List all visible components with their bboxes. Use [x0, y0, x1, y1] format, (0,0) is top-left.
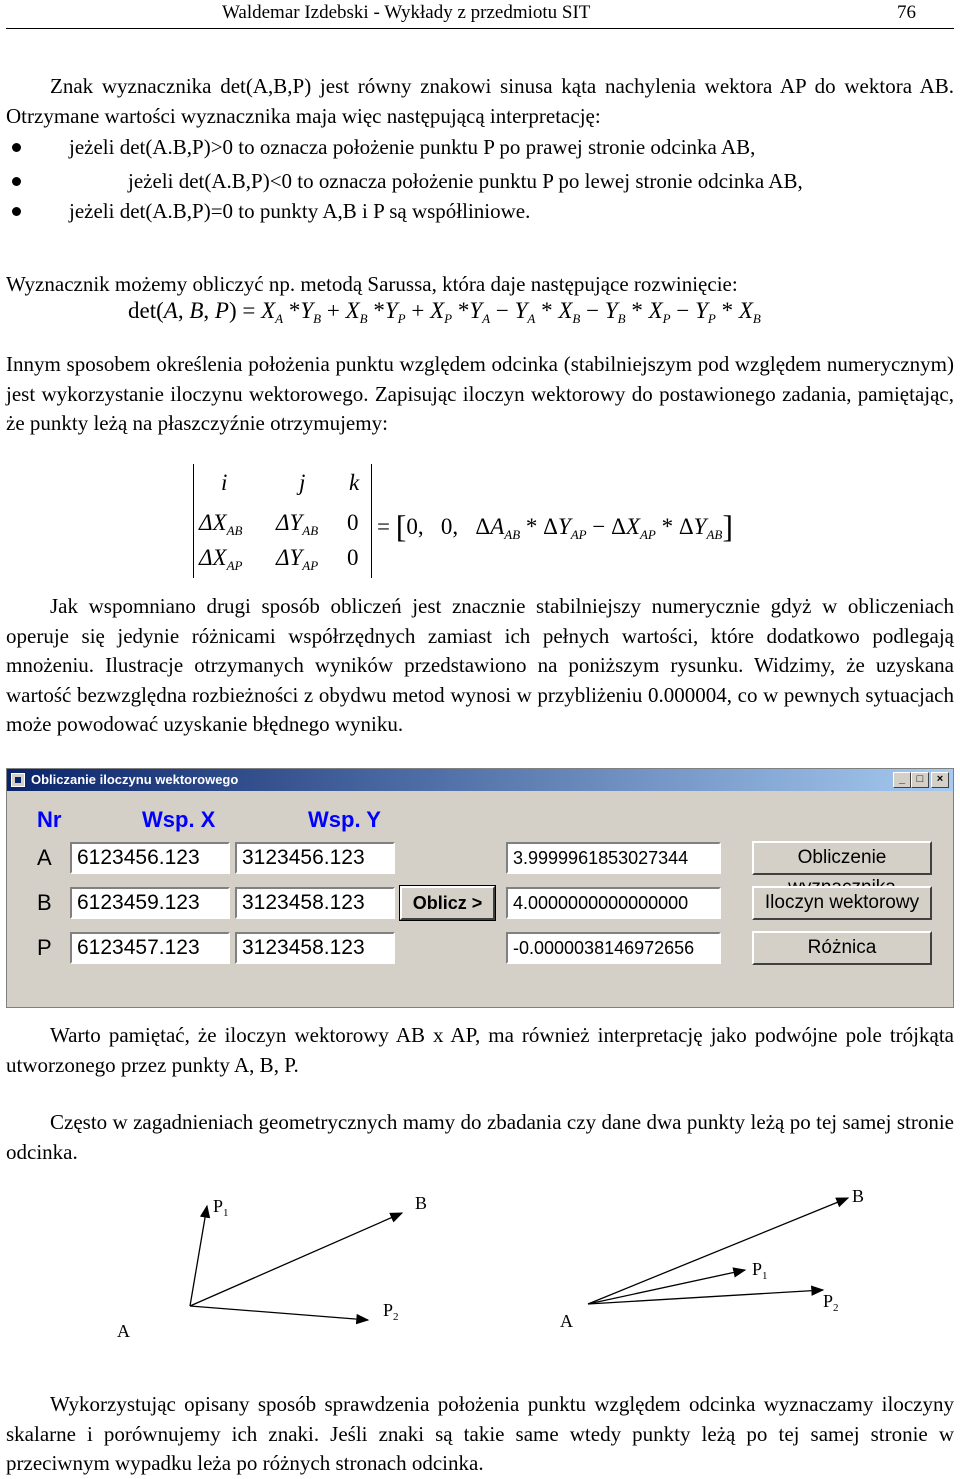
result-vector-product: 4.0000000000000000 — [506, 887, 721, 919]
vector-product-window — [6, 768, 954, 1008]
matrix-bar-left — [193, 464, 194, 578]
vector-paragraph: Innym sposobem określenia położenia punktu względem odcinka (stabilniejszym pod względem numerycznym) jest wykorzystanie iloczynu wektorowego. Zapisując iloczyn wektorowy do postawionego zadania, pamiętając, że punkty leżą na płaszczyźnie otrzymujemy: — [6, 352, 954, 435]
app-icon — [11, 773, 25, 787]
bullet-dot — [12, 177, 21, 186]
header-title: Waldemar Izdebski - Wykłady z przedmiotu SIT — [222, 2, 591, 23]
sarrus-text: Wyznacznik możemy obliczyć np. metodą Sarussa, która daje następujące rozwinięcie: — [6, 272, 738, 296]
row-label-a: A — [37, 845, 52, 870]
header-y: Wsp. Y — [308, 807, 381, 832]
bullet-dot — [12, 207, 21, 216]
left-label-a: A — [117, 1321, 130, 1341]
matrix-dy-ab: $\Delta Y_{AB}$ — [276, 510, 319, 538]
result-determinant: 3.9999961853027344 — [506, 842, 721, 874]
matrix-dx-ap: $\Delta X_{AP}$ — [199, 545, 243, 573]
input-y-p[interactable]: 3123458.123 — [235, 932, 395, 964]
minimize-icon[interactable]: _ — [893, 772, 911, 788]
vector-product-button[interactable]: Iloczyn wektorowy — [752, 886, 932, 920]
left-diagram — [190, 1206, 402, 1320]
window-title: Obliczanie iloczynu wektorowego — [31, 772, 239, 787]
determinant-button[interactable]: Obliczenie — [752, 841, 932, 875]
right-diagram — [588, 1198, 848, 1304]
vector-ab — [190, 1213, 402, 1306]
comparison-paragraph: Jak wspomniano drugi sposób obliczeń jest znacznie stabilniejszy numerycznie gdyż w obliczeniach operuje się jedynie różnicami współrzędnych zamiast ich pełnych wartości, które dodatkowo podlegają mnożeniu. Ilustracje otrzymanych wyników przedstawiono na poniższym rysunku. Widzimy, że uzyskana wartość bezwzględna rozbieżności z obydwu metod wynosi w przybliżeniu 0.000004, co w pewnych sytuacjach może powodować uzyskanie błędnego wyniku. — [6, 594, 954, 736]
matrix-dy-ap: $\Delta Y_{AP}$ — [276, 545, 319, 573]
bullet-item: jeżeli det(A.B,P)<0 to oznacza położenie punktu P po lewej stronie odcinka AB, — [128, 169, 803, 193]
matrix-zero: 0 — [347, 510, 359, 535]
final-paragraph: Wykorzystując opisany sposób sprawdzenia położenia punktu względem odcinka wyznaczamy iloczyny skalarne i porównujemy ich znaki. Jeśli znaki są takie same wtedy punkty leżą po tej samej stronie w przeciwnym wypadku leża po różnych stronach odcinka. — [6, 1392, 954, 1475]
input-y-b[interactable]: 3123458.123 — [235, 887, 395, 919]
matrix-bar-right — [371, 464, 372, 578]
matrix-i: i — [221, 470, 228, 495]
left-label-p2: $P_2$ — [383, 1300, 399, 1323]
matrix-k: k — [349, 470, 360, 495]
header-nr: Nr — [37, 807, 62, 832]
maximize-icon[interactable]: □ — [911, 772, 929, 788]
intro-paragraph: Znak wyznacznika det(A,B,P) jest równy znakowi sinusa kąta nachylenia wektora AP do wektora AB. Otrzymane wartości wyznacznika maja więc następującą interpretację: — [6, 74, 954, 128]
right-label-b: B — [852, 1186, 865, 1206]
difference-button[interactable]: Różnica — [752, 931, 932, 965]
row-label-p: P — [37, 935, 52, 960]
matrix-result: = [0, 0, $\Delta A_{AB} * \Delta Y_{AP} - \Delta X_{AP} * \Delta Y_{AB}$] — [377, 508, 733, 544]
area-paragraph: Warto pamiętać, że iloczyn wektorowy AB x AP, ma również interpretację jako podwójne pole trójkąta utworzonego przez punkty A, B, P. — [6, 1023, 954, 1077]
right-label-a: A — [560, 1311, 573, 1331]
input-y-a[interactable]: 3123456.123 — [235, 842, 395, 874]
row-label-b: B — [37, 890, 52, 915]
bullet-item: jeżeli det(A.B,P)>0 to oznacza położenie punktu P po prawej stronie odcinka AB, — [69, 135, 756, 159]
vector-ap2 — [190, 1306, 368, 1320]
side-paragraph: Często w zagadnieniach geometrycznych mamy do zbadania czy dane dwa punkty leżą po tej samej stronie odcinka. — [6, 1110, 954, 1164]
close-icon[interactable]: × — [931, 772, 949, 788]
matrix-dx-ab: $\Delta X_{AB}$ — [199, 510, 243, 538]
input-x-b[interactable]: 6123459.123 — [70, 887, 230, 919]
compute-button[interactable]: Oblicz > — [400, 886, 495, 920]
matrix-j: j — [299, 470, 306, 495]
right-label-p1: $P_1$ — [752, 1259, 768, 1282]
bullet-dot — [12, 143, 21, 152]
window-titlebar[interactable] — [7, 769, 953, 791]
right-label-p2: $P_2$ — [823, 1291, 839, 1314]
matrix-zero: 0 — [347, 545, 359, 570]
header-x: Wsp. X — [142, 807, 216, 832]
sarrus-formula: det(A, B, $P) = X_A$ $*Y_B + X_B$ $*Y_P + X_P$ $*Y_A - Y_A * X_B - Y_B * X_P - Y_P * X_B$ — [128, 298, 761, 326]
page-number: 76 — [897, 2, 916, 23]
input-x-p[interactable]: 6123457.123 — [70, 932, 230, 964]
result-difference: -0.0000038146972656 — [506, 932, 721, 964]
header-rule — [6, 28, 954, 29]
side-test-figure — [0, 1170, 960, 1380]
page-header — [0, 0, 960, 30]
vector-ap1 — [190, 1206, 207, 1306]
bullet-item: jeżeli det(A.B,P)=0 to punkty A,B i P są współliniowe. — [69, 199, 531, 223]
input-x-a[interactable]: 6123456.123 — [70, 842, 230, 874]
vector-ab — [588, 1198, 848, 1304]
left-label-b: B — [415, 1193, 428, 1213]
left-label-p1: $P_1$ — [213, 1196, 229, 1219]
